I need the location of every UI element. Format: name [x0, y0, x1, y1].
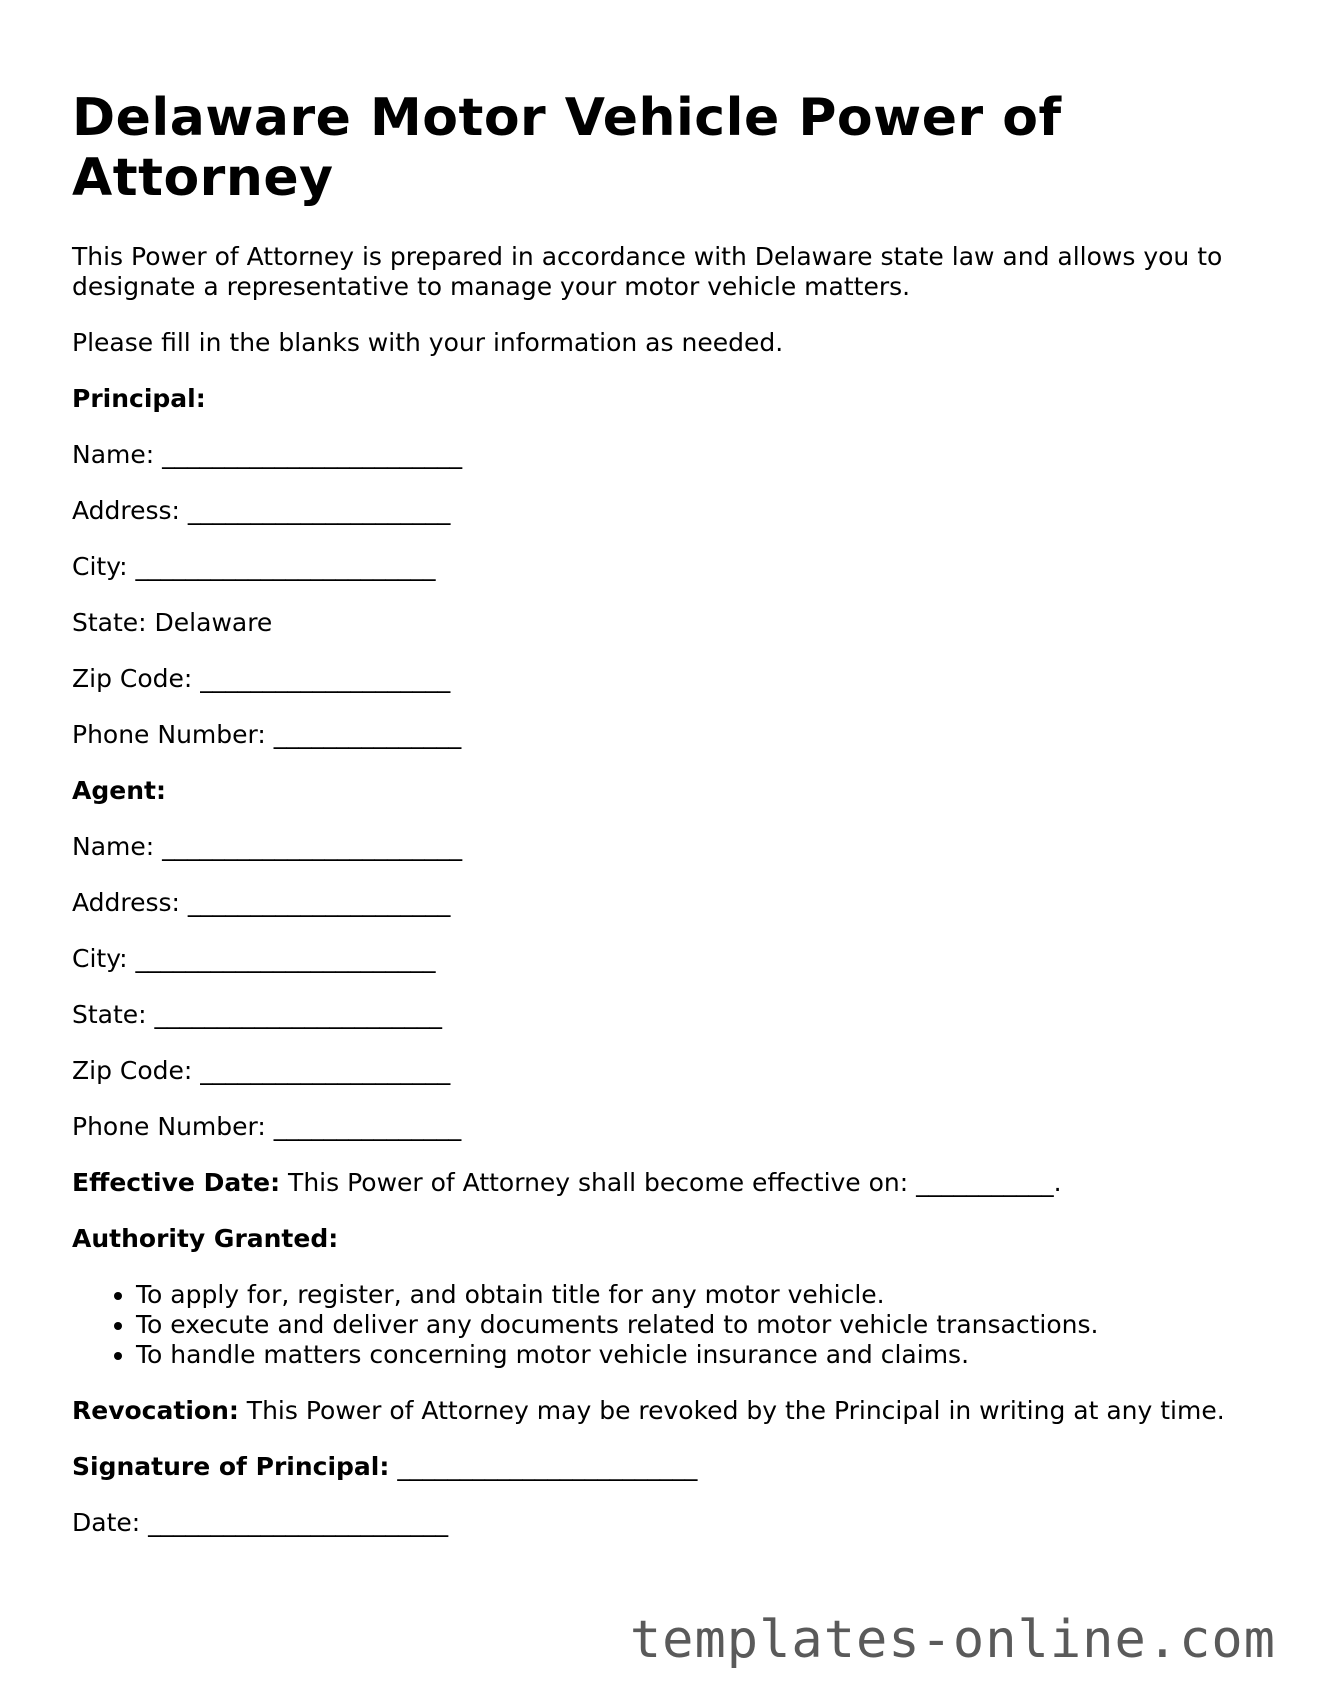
- principal-state-field: State: Delaware: [72, 608, 273, 637]
- agent-heading: Agent:: [72, 776, 166, 805]
- watermark-text: templates-online.com: [629, 1610, 1276, 1670]
- principal-phone-field[interactable]: Phone Number: _______________: [72, 720, 462, 749]
- principal-zip-field[interactable]: Zip Code: ____________________: [72, 664, 451, 693]
- agent-city-field[interactable]: City: ________________________: [72, 944, 436, 973]
- signature-line[interactable]: [72, 1452, 1252, 1482]
- principal-heading: Principal:: [72, 384, 206, 413]
- authority-item: • To apply for, register, and obtain title for any motor vehicle.: [136, 1280, 1252, 1310]
- revocation-label: Revocation:: [72, 1396, 239, 1425]
- effective-date-line[interactable]: [72, 1168, 1252, 1198]
- agent-address-field[interactable]: Address: _____________________: [72, 888, 451, 917]
- revocation-paragraph: [72, 1396, 1252, 1426]
- agent-phone-field[interactable]: Phone Number: _______________: [72, 1112, 462, 1141]
- date-field[interactable]: Date: ________________________: [72, 1508, 449, 1537]
- principal-name-field[interactable]: Name: ________________________: [72, 440, 463, 469]
- revocation-text: This Power of Attorney may be revoked by the Principal in writing at any time.: [238, 1396, 1225, 1425]
- signature-label: Signature of Principal:: [72, 1452, 390, 1481]
- agent-zip-field[interactable]: Zip Code: ____________________: [72, 1056, 451, 1085]
- authority-item: • To handle matters concerning motor vehicle insurance and claims.: [136, 1340, 1252, 1370]
- agent-state-field[interactable]: State: _______________________: [72, 1000, 443, 1029]
- principal-address-field[interactable]: Address: _____________________: [72, 496, 451, 525]
- agent-name-field[interactable]: Name: ________________________: [72, 832, 463, 861]
- instructions-paragraph: Please fill in the blanks with your information as needed.: [72, 328, 784, 357]
- document-title: Delaware Motor Vehicle Power of Attorney: [72, 88, 1062, 208]
- authority-item: • To execute and deliver any documents related to motor vehicle transactions.: [136, 1310, 1252, 1340]
- effective-date-text: This Power of Attorney shall become effective on: ___________.: [280, 1168, 1062, 1197]
- authority-list: [72, 1280, 1252, 1370]
- intro-paragraph: This Power of Attorney is prepared in accordance with Delaware state law and allows you to designate a representative to manage your motor vehicle matters.: [72, 242, 1223, 301]
- document-page: [72, 88, 1252, 1564]
- effective-date-label: Effective Date:: [72, 1168, 281, 1197]
- authority-heading: Authority Granted:: [72, 1224, 339, 1253]
- signature-blank[interactable]: ________________________: [389, 1452, 698, 1481]
- principal-city-field[interactable]: City: ________________________: [72, 552, 436, 581]
